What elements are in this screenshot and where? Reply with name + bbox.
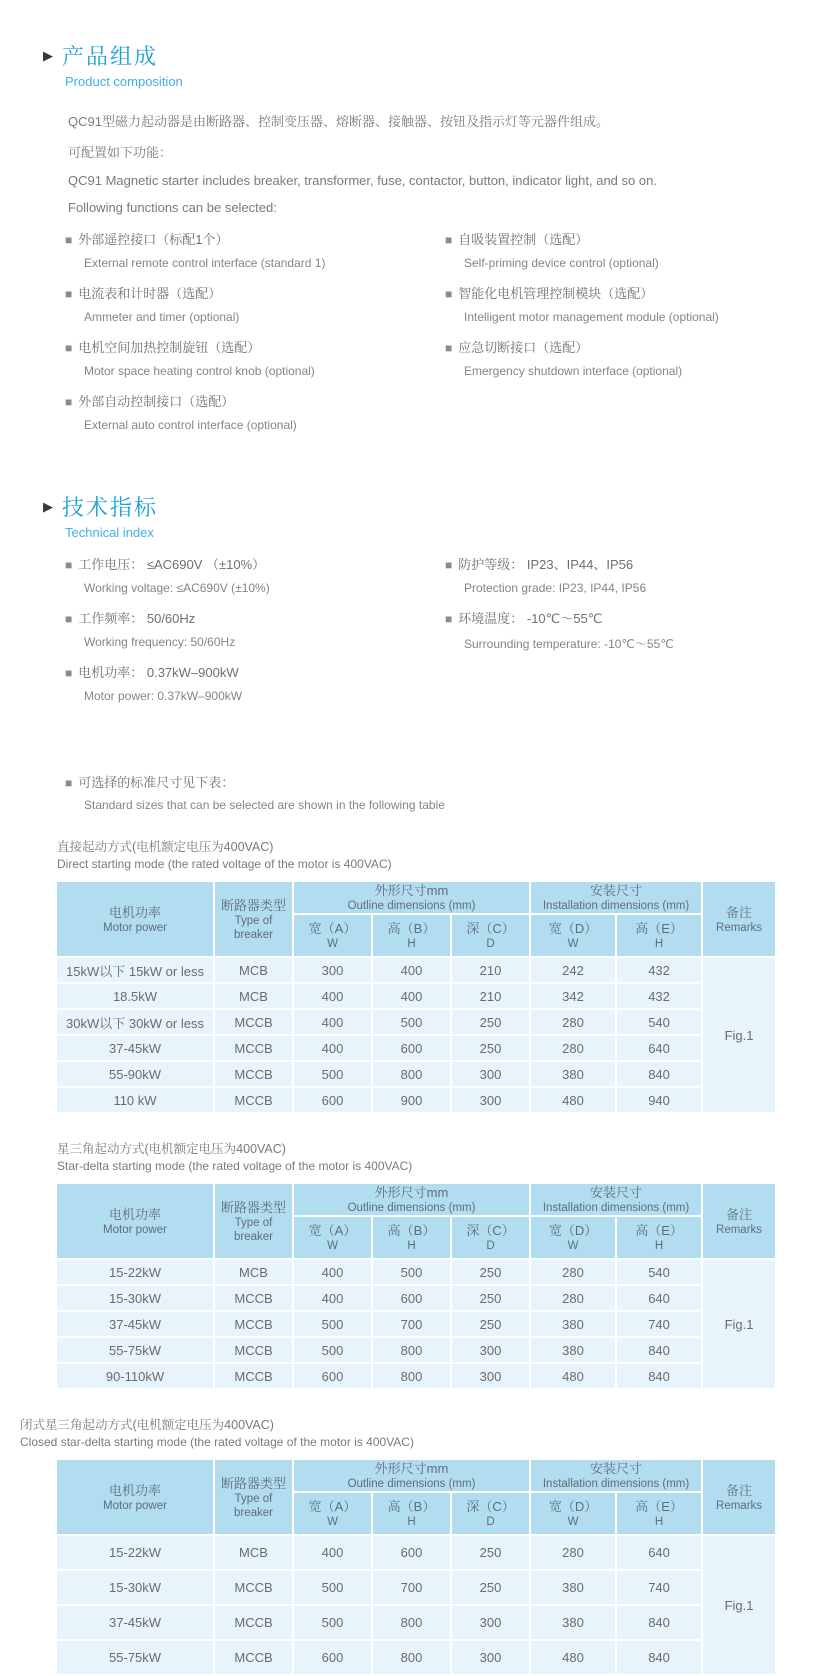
dimension-cell: 400 bbox=[293, 1009, 372, 1035]
col-height-e: 高（E） H bbox=[616, 914, 702, 957]
motor-power-cell: 55-90kW bbox=[56, 1061, 214, 1087]
dimension-cell: 250 bbox=[451, 1035, 530, 1061]
spec-cn: 防护等级： IP23、IP44、IP56 bbox=[458, 557, 634, 572]
feature-en: External remote control interface (standard 1) bbox=[84, 256, 326, 270]
spec-en: Surrounding temperature: -10℃～55℃ bbox=[464, 637, 674, 651]
feature-cn: 电流表和计时器（选配） bbox=[78, 286, 222, 301]
feature-cn: 电机空间加热控制旋钮（选配） bbox=[78, 340, 261, 355]
motor-power-cell: 90-110kW bbox=[56, 1363, 214, 1389]
feature-en: Emergency shutdown interface (optional) bbox=[464, 364, 683, 378]
spec-en: Motor power: 0.37kW–900kW bbox=[84, 689, 243, 703]
dimension-cell: 600 bbox=[293, 1640, 372, 1675]
feature-cn: 自吸装置控制（选配） bbox=[458, 232, 589, 247]
square-bullet-icon: ■ bbox=[65, 776, 73, 790]
dimension-cell: 600 bbox=[293, 1363, 372, 1389]
spec-cn: 工作频率： 50/60Hz bbox=[78, 611, 196, 626]
breaker-type-cell: MCCB bbox=[214, 1009, 293, 1035]
intro-paragraphs bbox=[68, 111, 775, 215]
motor-power-cell: 110 kW bbox=[56, 1087, 214, 1113]
dimension-cell: 500 bbox=[293, 1605, 372, 1640]
breaker-type-cell: MCCB bbox=[214, 1570, 293, 1605]
col-motor-power: 电机功率 Motor power bbox=[56, 881, 214, 957]
dimension-cell: 940 bbox=[616, 1087, 702, 1113]
feature-item bbox=[445, 337, 775, 378]
dimension-cell: 700 bbox=[372, 1570, 451, 1605]
feature-en: Motor space heating control knob (optional) bbox=[84, 364, 315, 378]
breaker-type-cell: MCCB bbox=[214, 1087, 293, 1113]
dimension-cell: 250 bbox=[451, 1009, 530, 1035]
table-body bbox=[56, 1535, 776, 1675]
table-row bbox=[56, 1285, 776, 1311]
section-technical-index bbox=[43, 491, 775, 716]
motor-power-cell: 15-30kW bbox=[56, 1570, 214, 1605]
table-row bbox=[56, 1570, 776, 1605]
dimension-cell: 800 bbox=[372, 1337, 451, 1363]
dimension-cell: 280 bbox=[530, 1009, 616, 1035]
spec-en: Working frequency: 50/60Hz bbox=[84, 635, 236, 649]
table-body bbox=[56, 957, 776, 1113]
col-width-d: 宽（D） W bbox=[530, 1492, 616, 1535]
dimension-cell: 740 bbox=[616, 1311, 702, 1337]
dimension-cell: 900 bbox=[372, 1087, 451, 1113]
dimension-cell: 800 bbox=[372, 1640, 451, 1675]
intro-line: 可配置如下功能： bbox=[68, 145, 173, 160]
breaker-type-cell: MCB bbox=[214, 1259, 293, 1285]
feature-column-left bbox=[65, 229, 445, 445]
section-title-cn: 技术指标 bbox=[62, 495, 159, 520]
motor-power-cell: 55-75kW bbox=[56, 1640, 214, 1675]
dimension-cell: 300 bbox=[451, 1087, 530, 1113]
table-row bbox=[56, 1311, 776, 1337]
table-row bbox=[56, 1363, 776, 1389]
square-bullet-icon: ■ bbox=[445, 558, 453, 572]
dimension-cell: 380 bbox=[530, 1605, 616, 1640]
dimension-cell: 300 bbox=[451, 1605, 530, 1640]
table-row bbox=[56, 1087, 776, 1113]
feature-cn: 外部遥控接口（标配1个） bbox=[78, 232, 229, 247]
table-body bbox=[56, 1259, 776, 1389]
spec-en: Protection grade: IP23, IP44, IP56 bbox=[464, 581, 647, 595]
col-height-b: 高（B） H bbox=[372, 1492, 451, 1535]
dimension-cell: 840 bbox=[616, 1061, 702, 1087]
col-width-d: 宽（D） W bbox=[530, 914, 616, 957]
table-title bbox=[20, 1417, 775, 1451]
col-installation-dimensions: 安装尺寸 Installation dimensions (mm) bbox=[530, 1459, 702, 1492]
table-row bbox=[56, 957, 776, 983]
motor-power-cell: 15-22kW bbox=[56, 1259, 214, 1285]
dimension-cell: 300 bbox=[451, 1640, 530, 1675]
col-remarks: 备注 Remarks bbox=[702, 1459, 776, 1535]
square-bullet-icon: ■ bbox=[65, 341, 73, 355]
breaker-type-cell: MCB bbox=[214, 957, 293, 983]
table-title-en: Star-delta starting mode (the rated voltage of the motor is 400VAC) bbox=[57, 1159, 413, 1173]
col-motor-power: 电机功率 Motor power bbox=[56, 1459, 214, 1535]
dimension-cell: 280 bbox=[530, 1259, 616, 1285]
dimension-cell: 500 bbox=[372, 1259, 451, 1285]
spec-item bbox=[65, 554, 445, 595]
spec-column-right bbox=[445, 554, 775, 716]
table-head bbox=[56, 1183, 776, 1259]
feature-en: Ammeter and timer (optional) bbox=[84, 310, 240, 324]
dimension-cell: 600 bbox=[372, 1035, 451, 1061]
col-outline-dimensions: 外形尺寸mm Outline dimensions (mm) bbox=[293, 1459, 530, 1492]
dimension-cell: 540 bbox=[616, 1009, 702, 1035]
square-bullet-icon: ■ bbox=[65, 287, 73, 301]
dimension-cell: 700 bbox=[372, 1311, 451, 1337]
intro-line: QC91型磁力起动器是由断路器、控制变压器、熔断器、接触器、按钮及指示灯等元器件组成。 bbox=[68, 114, 609, 129]
dimension-cell: 500 bbox=[372, 1009, 451, 1035]
col-height-b: 高（B） H bbox=[372, 914, 451, 957]
col-width-a: 宽（A） W bbox=[293, 914, 372, 957]
col-remarks: 备注 Remarks bbox=[702, 1183, 776, 1259]
size-note-en: Standard sizes that can be selected are shown in the following table bbox=[84, 798, 445, 812]
spec-column-left bbox=[65, 554, 445, 716]
col-width-a: 宽（A） W bbox=[293, 1216, 372, 1259]
dimension-cell: 380 bbox=[530, 1570, 616, 1605]
size-note bbox=[65, 772, 775, 812]
col-outline-dimensions: 外形尺寸mm Outline dimensions (mm) bbox=[293, 881, 530, 914]
motor-power-cell: 15kW以下 15kW or less bbox=[56, 957, 214, 983]
feature-item bbox=[65, 283, 445, 324]
dimension-cell: 840 bbox=[616, 1337, 702, 1363]
intro-line: Following functions can be selected: bbox=[68, 200, 277, 215]
square-bullet-icon: ■ bbox=[65, 233, 73, 247]
table-head bbox=[56, 1459, 776, 1535]
section-title-cn: 产品组成 bbox=[62, 44, 159, 69]
motor-power-cell: 37-45kW bbox=[56, 1035, 214, 1061]
feature-item bbox=[65, 391, 445, 432]
dimension-cell: 540 bbox=[616, 1259, 702, 1285]
col-height-e: 高（E） H bbox=[616, 1492, 702, 1535]
motor-power-cell: 18.5kW bbox=[56, 983, 214, 1009]
breaker-type-cell: MCCB bbox=[214, 1640, 293, 1675]
dimension-cell: 800 bbox=[372, 1061, 451, 1087]
spec-list bbox=[65, 554, 775, 716]
triangle-arrow-icon: ▶ bbox=[43, 499, 53, 514]
motor-power-cell: 30kW以下 30kW or less bbox=[56, 1009, 214, 1035]
feature-item bbox=[65, 337, 445, 378]
spec-en: Working voltage: ≤AC690V (±10%) bbox=[84, 581, 270, 595]
dimension-cell: 280 bbox=[530, 1285, 616, 1311]
intro-line: QC91 Magnetic starter includes breaker, transformer, fuse, contactor, button, indicator light, and so on. bbox=[68, 173, 657, 188]
breaker-type-cell: MCCB bbox=[214, 1605, 293, 1640]
dimension-cell: 280 bbox=[530, 1035, 616, 1061]
section-header bbox=[43, 491, 775, 540]
section-title-en: Product composition bbox=[65, 74, 183, 89]
feature-cn: 智能化电机管理控制模块（选配） bbox=[458, 286, 654, 301]
feature-en: Intelligent motor management module (optional) bbox=[464, 310, 719, 324]
dimension-cell: 242 bbox=[530, 957, 616, 983]
size-note-cn: 可选择的标准尺寸见下表： bbox=[78, 775, 235, 790]
dimension-cell: 480 bbox=[530, 1640, 616, 1675]
dimension-cell: 480 bbox=[530, 1087, 616, 1113]
dimension-cell: 380 bbox=[530, 1311, 616, 1337]
feature-cn: 外部自动控制接口（选配） bbox=[78, 394, 235, 409]
feature-column-right bbox=[445, 229, 775, 445]
spec-item bbox=[65, 608, 445, 649]
breaker-type-cell: MCCB bbox=[214, 1363, 293, 1389]
dimension-cell: 300 bbox=[451, 1061, 530, 1087]
motor-power-cell: 15-30kW bbox=[56, 1285, 214, 1311]
col-depth-c: 深（C） D bbox=[451, 1492, 530, 1535]
col-installation-dimensions: 安装尺寸 Installation dimensions (mm) bbox=[530, 881, 702, 914]
section-header bbox=[43, 40, 775, 89]
breaker-type-cell: MCCB bbox=[214, 1285, 293, 1311]
spec-cn: 环境温度： -10℃～55℃ bbox=[458, 611, 603, 626]
breaker-type-cell: MCCB bbox=[214, 1311, 293, 1337]
table-row bbox=[56, 1640, 776, 1675]
col-outline-dimensions: 外形尺寸mm Outline dimensions (mm) bbox=[293, 1183, 530, 1216]
breaker-type-cell: MCB bbox=[214, 1535, 293, 1570]
col-motor-power: 电机功率 Motor power bbox=[56, 1183, 214, 1259]
dimension-cell: 280 bbox=[530, 1535, 616, 1570]
dimension-cell: 600 bbox=[372, 1285, 451, 1311]
dimension-cell: 400 bbox=[372, 957, 451, 983]
dimension-cell: 400 bbox=[293, 1535, 372, 1570]
spec-item bbox=[445, 608, 775, 652]
spec-cn: 工作电压： ≤AC690V （±10%） bbox=[78, 557, 266, 572]
dimension-cell: 640 bbox=[616, 1035, 702, 1061]
motor-power-cell: 55-75kW bbox=[56, 1337, 214, 1363]
dimension-cell: 250 bbox=[451, 1259, 530, 1285]
dimension-cell: 400 bbox=[293, 1035, 372, 1061]
table-title-cn: 星三角起动方式(电机额定电压为400VAC) bbox=[57, 1142, 286, 1156]
table-row bbox=[56, 1605, 776, 1640]
square-bullet-icon: ■ bbox=[445, 341, 453, 355]
dimension-cell: 840 bbox=[616, 1363, 702, 1389]
dimension-cell: 500 bbox=[293, 1311, 372, 1337]
col-width-d: 宽（D） W bbox=[530, 1216, 616, 1259]
square-bullet-icon: ■ bbox=[445, 233, 453, 247]
feature-list bbox=[65, 229, 775, 445]
dimension-cell: 300 bbox=[451, 1337, 530, 1363]
square-bullet-icon: ■ bbox=[65, 612, 73, 626]
dimension-cell: 840 bbox=[616, 1605, 702, 1640]
dimension-cell: 432 bbox=[616, 983, 702, 1009]
dimension-cell: 250 bbox=[451, 1535, 530, 1570]
dimension-cell: 500 bbox=[293, 1061, 372, 1087]
feature-item bbox=[65, 229, 445, 270]
dimension-cell: 400 bbox=[293, 1259, 372, 1285]
dimension-cell: 800 bbox=[372, 1363, 451, 1389]
table-row bbox=[56, 1061, 776, 1087]
dimension-cell: 380 bbox=[530, 1337, 616, 1363]
square-bullet-icon: ■ bbox=[445, 287, 453, 301]
motor-power-cell: 37-45kW bbox=[56, 1311, 214, 1337]
section-product-composition bbox=[43, 40, 775, 445]
square-bullet-icon: ■ bbox=[65, 395, 73, 409]
triangle-arrow-icon: ▶ bbox=[43, 48, 53, 63]
col-width-a: 宽（A） W bbox=[293, 1492, 372, 1535]
square-bullet-icon: ■ bbox=[445, 612, 453, 626]
dimension-cell: 600 bbox=[372, 1535, 451, 1570]
col-remarks: 备注 Remarks bbox=[702, 881, 776, 957]
dimension-cell: 400 bbox=[293, 1285, 372, 1311]
dimension-cell: 600 bbox=[293, 1087, 372, 1113]
col-height-e: 高（E） H bbox=[616, 1216, 702, 1259]
remarks-cell: Fig.1 bbox=[702, 1535, 776, 1675]
table-row bbox=[56, 1035, 776, 1061]
motor-power-cell: 15-22kW bbox=[56, 1535, 214, 1570]
dimension-cell: 480 bbox=[530, 1363, 616, 1389]
table-title-en: Direct starting mode (the rated voltage of the motor is 400VAC) bbox=[57, 857, 392, 871]
dimension-cell: 640 bbox=[616, 1535, 702, 1570]
table-row bbox=[56, 1259, 776, 1285]
motor-power-cell: 37-45kW bbox=[56, 1605, 214, 1640]
dimension-cell: 342 bbox=[530, 983, 616, 1009]
col-breaker-type: 断路器类型 Type of breaker bbox=[214, 1183, 293, 1259]
table-row bbox=[56, 1009, 776, 1035]
breaker-type-cell: MCCB bbox=[214, 1061, 293, 1087]
dimension-cell: 640 bbox=[616, 1285, 702, 1311]
dimension-cell: 210 bbox=[451, 983, 530, 1009]
dimension-cell: 250 bbox=[451, 1570, 530, 1605]
dimension-cell: 400 bbox=[372, 983, 451, 1009]
dimension-cell: 300 bbox=[451, 1363, 530, 1389]
table-title-cn: 直接起动方式(电机额定电压为400VAC) bbox=[57, 840, 274, 854]
breaker-type-cell: MCCB bbox=[214, 1337, 293, 1363]
table-title bbox=[57, 839, 775, 873]
table-title bbox=[57, 1141, 775, 1175]
spec-item bbox=[65, 662, 445, 703]
dimension-cell: 500 bbox=[293, 1337, 372, 1363]
feature-item bbox=[445, 283, 775, 324]
col-breaker-type: 断路器类型 Type of breaker bbox=[214, 1459, 293, 1535]
col-installation-dimensions: 安装尺寸 Installation dimensions (mm) bbox=[530, 1183, 702, 1216]
dimension-cell: 380 bbox=[530, 1061, 616, 1087]
table-title-cn: 闭式星三角起动方式(电机额定电压为400VAC) bbox=[20, 1418, 274, 1432]
dimension-cell: 210 bbox=[451, 957, 530, 983]
breaker-type-cell: MCCB bbox=[214, 1035, 293, 1061]
remarks-cell: Fig.1 bbox=[702, 1259, 776, 1389]
dimension-cell: 300 bbox=[293, 957, 372, 983]
spec-table-direct-starting bbox=[55, 880, 777, 1114]
remarks-cell: Fig.1 bbox=[702, 957, 776, 1113]
col-depth-c: 深（C） D bbox=[451, 914, 530, 957]
section-title-en: Technical index bbox=[65, 525, 154, 540]
col-breaker-type: 断路器类型 Type of breaker bbox=[214, 881, 293, 957]
col-depth-c: 深（C） D bbox=[451, 1216, 530, 1259]
dimension-cell: 840 bbox=[616, 1640, 702, 1675]
dimension-cell: 250 bbox=[451, 1311, 530, 1337]
feature-cn: 应急切断接口（选配） bbox=[458, 340, 589, 355]
dimension-cell: 432 bbox=[616, 957, 702, 983]
table-head bbox=[56, 881, 776, 957]
feature-en: Self-priming device control (optional) bbox=[464, 256, 659, 270]
table-row bbox=[56, 1535, 776, 1570]
spec-item bbox=[445, 554, 775, 595]
spec-table-closed-star-delta bbox=[55, 1458, 777, 1676]
dimension-cell: 400 bbox=[293, 983, 372, 1009]
spec-cn: 电机功率： 0.37kW–900kW bbox=[78, 665, 239, 680]
dimension-cell: 250 bbox=[451, 1285, 530, 1311]
table-row bbox=[56, 983, 776, 1009]
dimension-cell: 500 bbox=[293, 1570, 372, 1605]
table-row bbox=[56, 1337, 776, 1363]
square-bullet-icon: ■ bbox=[65, 558, 73, 572]
spec-table-star-delta bbox=[55, 1182, 777, 1390]
feature-en: External auto control interface (optional) bbox=[84, 418, 297, 432]
table-title-en: Closed star-delta starting mode (the rated voltage of the motor is 400VAC) bbox=[20, 1435, 414, 1449]
feature-item bbox=[445, 229, 775, 270]
dimension-cell: 800 bbox=[372, 1605, 451, 1640]
col-height-b: 高（B） H bbox=[372, 1216, 451, 1259]
breaker-type-cell: MCB bbox=[214, 983, 293, 1009]
square-bullet-icon: ■ bbox=[65, 666, 73, 680]
dimension-cell: 740 bbox=[616, 1570, 702, 1605]
